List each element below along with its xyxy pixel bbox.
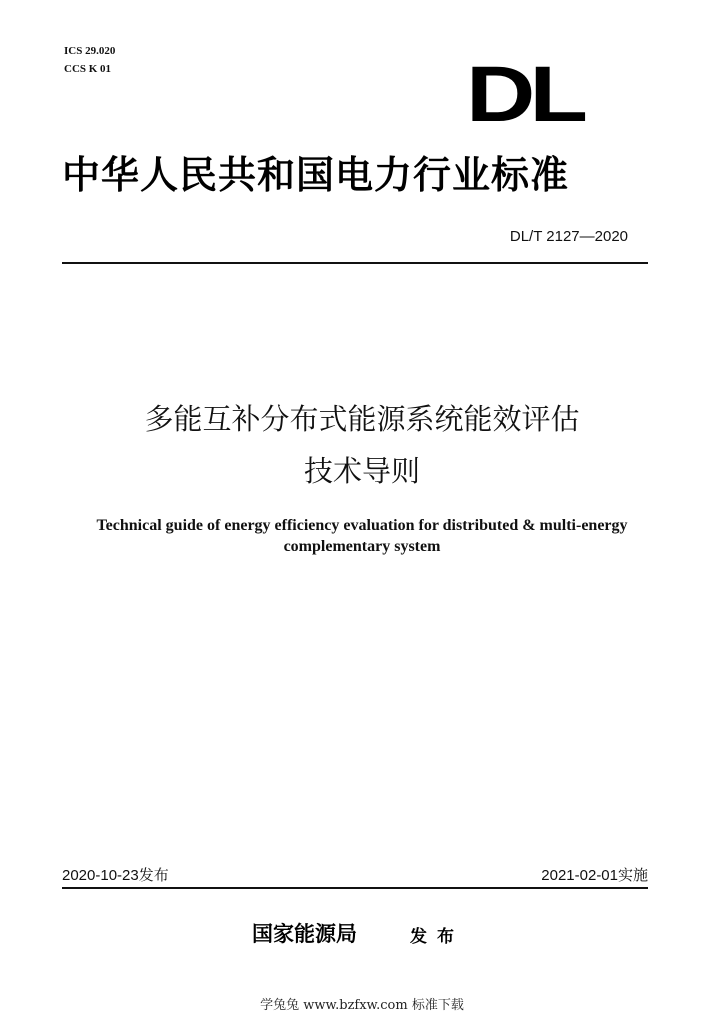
english-title-line-2: complementary system — [283, 538, 441, 555]
dl-logo: DL — [466, 50, 582, 139]
english-title-line-1: Technical guide of energy efficiency evaluation for distributed & multi-energy — [96, 517, 628, 534]
download-watermark: 学兔兔 www.bzfxw.com 标准下载 — [260, 998, 464, 1013]
effective-date: 2021-02-01实施 — [541, 867, 648, 884]
chinese-title-line-1: 多能互补分布式能源系统能效评估 — [144, 402, 580, 436]
standard-number: DL/T 2127—2020 — [509, 228, 628, 245]
issuer-name: 国家能源局 — [252, 921, 357, 946]
classification-codes — [64, 42, 115, 78]
top-divider — [62, 262, 648, 264]
standard-category-title: 中华人民共和国电力行业标准 — [62, 152, 570, 197]
ics-code: ICS 29.020 — [64, 45, 116, 57]
issuer-action: 发布 — [410, 927, 464, 947]
english-title — [40, 515, 684, 557]
issue-date: 2020-10-23发布 — [62, 867, 169, 884]
bottom-divider — [62, 887, 648, 889]
ccs-code: CCS K 01 — [64, 63, 112, 75]
chinese-title-line-2: 技术导则 — [303, 454, 420, 488]
